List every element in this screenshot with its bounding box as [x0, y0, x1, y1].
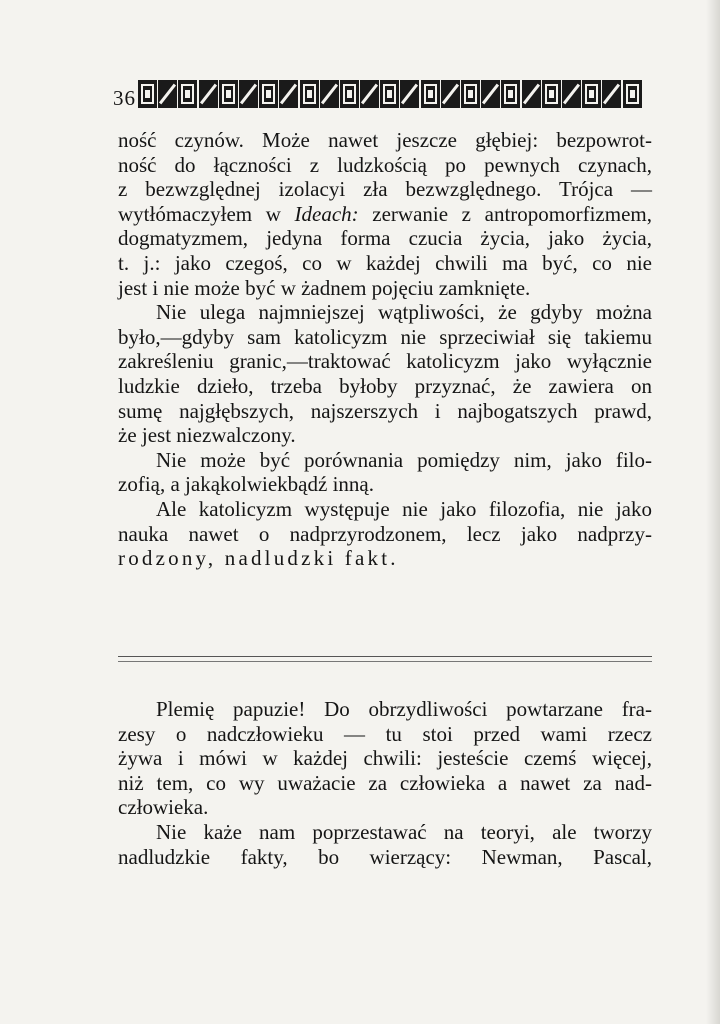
ornament-tile-icon — [542, 80, 561, 108]
ornament-tile-icon — [138, 80, 157, 108]
text-line: zesy o nadczłowieku — tu stoi przed wami rzecz — [118, 721, 652, 746]
text-line: z bezwzględnej izolacyi zła bezwzględnego. Trójca — — [118, 177, 652, 202]
text-line: że jest niezwalczony. — [118, 423, 296, 448]
paragraph — [118, 820, 652, 869]
text-line: ność do łączności z ludzkością po pewnych czynach, — [118, 152, 652, 177]
text-line: ludzkie dzieło, trzeba byłoby przyznać, że zawiera on — [118, 373, 652, 398]
page-number: 36 — [113, 86, 136, 110]
section-2 — [118, 697, 652, 869]
ornament-tile-icon — [623, 80, 642, 108]
section-divider — [118, 661, 652, 662]
ornament-tile-icon — [279, 80, 298, 108]
ornament-tile-icon — [158, 80, 177, 108]
text-line: rodzony, nadludzki fakt. — [118, 546, 399, 571]
ornament-tile-icon — [340, 80, 359, 108]
ornament-tile-icon — [219, 80, 238, 108]
text-line: żywa i mówi w każdej chwili: jesteście czemś więcej, — [118, 746, 652, 771]
page-edge — [706, 0, 720, 1024]
ornament-tile-icon — [320, 80, 339, 108]
ornament-tile-icon — [239, 80, 258, 108]
text-line: ność czynów. Może nawet jeszcze głębiej: bezpowrot- — [118, 128, 652, 152]
text-line: było,—gdyby sam katolicyzm nie sprzeciwiał się takiemu — [118, 324, 652, 349]
ornament-tile-icon — [400, 80, 419, 108]
ornament-tile-icon — [178, 80, 197, 108]
paragraph — [118, 300, 652, 448]
page-header — [113, 74, 653, 110]
text-line: zakreśleniu granic,—traktować katolicyzm jako wyłącznie — [118, 349, 652, 374]
paragraph — [118, 448, 652, 497]
ornament-tile-icon — [199, 80, 218, 108]
ornament-tile-icon — [421, 80, 440, 108]
ornament-tile-icon — [582, 80, 601, 108]
section-1 — [118, 128, 652, 571]
text-line: Plemię papuzie! Do obrzydliwości powtarzane fra- — [156, 697, 652, 721]
section-divider — [118, 656, 652, 657]
ornament-tile-icon — [360, 80, 379, 108]
text-line: jest i nie może być w żadnem pojęciu zamknięte. — [118, 275, 531, 300]
ornament-tile-icon — [380, 80, 399, 108]
text-line: niż tem, co wy uważacie za człowieka a nawet za nad- — [118, 770, 652, 795]
paragraph — [118, 497, 652, 571]
text-line: Nie może być porównania pomiędzy nim, jako filo- — [156, 447, 652, 472]
decorative-ornament-band — [138, 80, 653, 110]
paragraph — [118, 128, 652, 300]
text-line: Nie każe nam poprzestawać na teoryi, ale tworzy — [156, 819, 652, 844]
text-line: sumę najgłębszych, najszerszych i najbogatszych prawd, — [118, 398, 652, 423]
italic-title: Ideach: — [294, 201, 359, 226]
text-line: nadludzkie fakty, bo wierzący: Newman, Pascal, — [118, 844, 652, 869]
ornament-tile-icon — [259, 80, 278, 108]
ornament-tile-icon — [300, 80, 319, 108]
text-line — [118, 202, 652, 227]
text-line: nauka nawet o nadprzyrodzonem, lecz jako nadprzy- — [118, 521, 652, 546]
paragraph — [118, 697, 652, 820]
ornament-tile-icon — [501, 80, 520, 108]
ornament-tile-icon — [562, 80, 581, 108]
text-line: Nie ulega najmniejszej wątpliwości, że gdyby można — [156, 300, 652, 325]
ornament-tile-icon — [522, 80, 541, 108]
text-line: człowieka. — [118, 795, 209, 820]
text-span: wytłómaczyłem w — [118, 201, 295, 226]
text-line: t. j.: jako czegoś, co w każdej chwili ma być, co nie — [118, 250, 652, 275]
text-line: Ale katolicyzm występuje nie jako filozofia, nie jako — [156, 496, 652, 521]
text-line: zofią, a jakąkolwiekbądź inną. — [118, 472, 374, 497]
ornament-tile-icon — [481, 80, 500, 108]
ornament-tile-icon — [602, 80, 621, 108]
ornament-tile-icon — [461, 80, 480, 108]
ornament-tile-icon — [441, 80, 460, 108]
text-line: dogmatyzmem, jedyna forma czucia życia, jako życia, — [118, 226, 652, 251]
text-span: zerwanie z antropomorfizmem, — [358, 201, 652, 226]
